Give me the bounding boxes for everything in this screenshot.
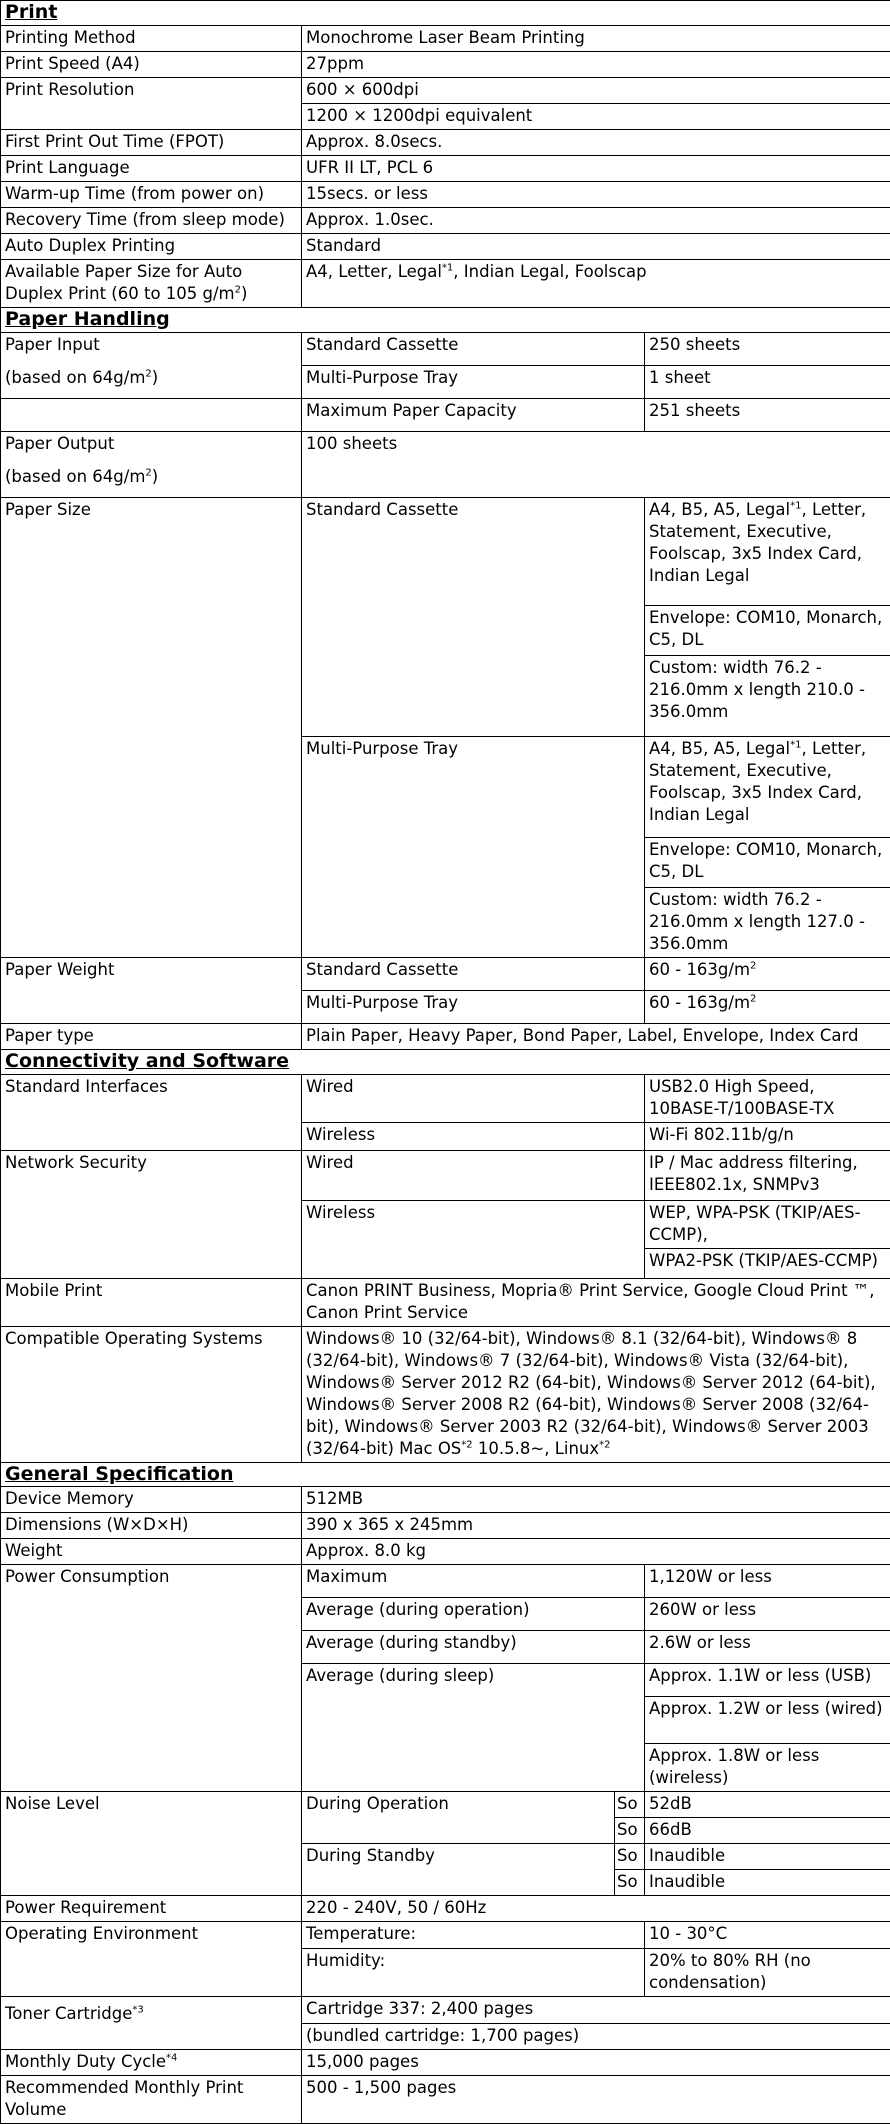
paper-type-label: Paper type <box>1 1024 302 1050</box>
device-memory-value: 512MB <box>302 1487 890 1513</box>
security-wireless-label: Wireless <box>302 1201 645 1279</box>
dimensions-label: Dimensions (W×D×H) <box>1 1513 302 1539</box>
paper-input-std-cassette-value: 250 sheets <box>645 333 890 366</box>
paper-size-mp-tray-value: A4, B5, A5, Legal$^{*1}$, Letter, Statement, Executive, Foolscap, 3x5 Index Card, Indian Legal <box>645 737 890 838</box>
paper-size-std-cassette-label: Standard Cassette <box>302 498 645 737</box>
duplex-paper-size-value: A4, Letter, Legal$^{*1}$, Indian Legal, Foolscap <box>302 260 890 308</box>
power-sleep-wired: Approx. 1.2W or less (wired) <box>645 1697 890 1744</box>
noise-operation-value-2: 66dB <box>645 1818 890 1844</box>
recovery-time-label: Recovery Time (from sleep mode) <box>1 208 302 234</box>
print-resolution-equivalent: 1200 × 1200dpi equivalent <box>302 104 890 130</box>
paper-input-label: Paper Input <box>1 333 302 366</box>
mobile-print-label: Mobile Print <box>1 1279 302 1327</box>
operating-environment-label: Operating Environment <box>1 1922 302 1997</box>
recovery-time-value: Approx. 1.0sec. <box>302 208 890 234</box>
toner-cartridge-label: Toner Cartridge$^{*3}$ <box>1 1997 302 2050</box>
power-sleep-label: Average (during sleep) <box>302 1664 645 1792</box>
dimensions-value: 390 x 365 x 245mm <box>302 1513 890 1539</box>
power-standby-label: Average (during standby) <box>302 1631 645 1664</box>
print-speed-label: Print Speed (A4) <box>1 52 302 78</box>
warmup-time-value: 15secs. or less <box>302 182 890 208</box>
device-memory-label: Device Memory <box>1 1487 302 1513</box>
paper-input-blank <box>1 399 302 432</box>
env-temperature-label: Temperature: <box>302 1922 645 1949</box>
weight-value: Approx. 8.0 kg <box>302 1539 890 1565</box>
paper-weight-std-cassette-value: $60 - 163g/m^2$ <box>645 958 890 991</box>
paper-output-basis: (based on $64g/m^2$) <box>1 465 302 498</box>
power-requirement-label: Power Requirement <box>1 1896 302 1922</box>
paper-max-capacity-value: 251 sheets <box>645 399 890 432</box>
mobile-print-value: Canon PRINT Business, Mopria® Print Service, Google Cloud Print ™, Canon Print Service <box>302 1279 890 1327</box>
noise-operation-value-1: 52dB <box>645 1792 890 1818</box>
interfaces-wired-value: USB2.0 High Speed, 10BASE-T/100BASE-TX <box>645 1075 890 1123</box>
paper-weight-label: Paper Weight <box>1 958 302 1024</box>
recommended-volume-value: 500 - 1,500 pages <box>302 2076 890 2124</box>
noise-standby-value-2: Inaudible <box>645 1870 890 1896</box>
power-requirement-value: 220 - 240V, 50 / 60Hz <box>302 1896 890 1922</box>
paper-size-std-custom: Custom: width 76.2 - 216.0mm x length 210.0 - 356.0mm <box>645 656 890 737</box>
print-resolution-value: 600 × 600dpi <box>302 78 890 104</box>
security-wired-label: Wired <box>302 1151 645 1201</box>
print-speed-value: 27ppm <box>302 52 890 78</box>
power-max-label: Maximum <box>302 1565 645 1598</box>
section-heading-print: Print <box>1 1 890 26</box>
power-operation-value: 260W or less <box>645 1598 890 1631</box>
fpot-label: First Print Out Time (FPOT) <box>1 130 302 156</box>
section-heading-paper-handling: Paper Handling <box>1 308 890 333</box>
power-max-value: 1,120W or less <box>645 1565 890 1598</box>
env-humidity-value: 20% to 80% RH (no condensation) <box>645 1949 890 1997</box>
network-security-label: Network Security <box>1 1151 302 1279</box>
interfaces-wireless-label: Wireless <box>302 1123 645 1151</box>
auto-duplex-label: Auto Duplex Printing <box>1 234 302 260</box>
standard-interfaces-label: Standard Interfaces <box>1 1075 302 1151</box>
paper-size-std-envelope: Envelope: COM10, Monarch, C5, DL <box>645 606 890 656</box>
print-language-label: Print Language <box>1 156 302 182</box>
recommended-volume-label: Recommended Monthly Print Volume <box>1 2076 302 2124</box>
weight-label: Weight <box>1 1539 302 1565</box>
fpot-value: Approx. 8.0secs. <box>302 130 890 156</box>
interfaces-wireless-value: Wi-Fi 802.11b/g/n <box>645 1123 890 1151</box>
paper-size-mp-tray-label: Multi-Purpose Tray <box>302 737 645 958</box>
noise-so-4: So <box>615 1870 645 1896</box>
security-wireless-value-1: WEP, WPA-PSK (TKIP/AES-CCMP), <box>645 1201 890 1249</box>
monthly-duty-label: Monthly Duty Cycle$^{*4}$ <box>1 2050 302 2076</box>
noise-level-label: Noise Level <box>1 1792 302 1896</box>
noise-standby-value-1: Inaudible <box>645 1844 890 1870</box>
printing-method-value: Monochrome Laser Beam Printing <box>302 26 890 52</box>
power-sleep-usb: Approx. 1.1W or less (USB) <box>645 1664 890 1697</box>
paper-input-mp-tray: Multi-Purpose Tray <box>302 366 645 399</box>
noise-so-1: So <box>615 1792 645 1818</box>
paper-weight-mp-tray: Multi-Purpose Tray <box>302 991 645 1024</box>
paper-input-std-cassette: Standard Cassette <box>302 333 645 366</box>
warmup-time-label: Warm-up Time (from power on) <box>1 182 302 208</box>
toner-cartridge-value-2: (bundled cartridge: 1,700 pages) <box>302 2024 890 2050</box>
security-wired-value: IP / Mac address filtering, IEEE802.1x, SNMPv3 <box>645 1151 890 1201</box>
paper-max-capacity-label: Maximum Paper Capacity <box>302 399 645 432</box>
print-language-value: UFR II LT, PCL 6 <box>302 156 890 182</box>
paper-weight-std-cassette: Standard Cassette <box>302 958 645 991</box>
paper-input-basis: (based on $64g/m^2$) <box>1 366 302 399</box>
paper-output-value: 100 sheets <box>302 432 890 498</box>
paper-output-label: Paper Output <box>1 432 302 465</box>
interfaces-wired-label: Wired <box>302 1075 645 1123</box>
print-resolution-label: Print Resolution <box>1 78 302 130</box>
auto-duplex-value: Standard <box>302 234 890 260</box>
power-sleep-wireless: Approx. 1.8W or less (wireless) <box>645 1744 890 1792</box>
compatible-os-label: Compatible Operating Systems <box>1 1327 302 1463</box>
section-heading-general: General Specification <box>1 1463 890 1487</box>
compatible-os-value: Windows® 10 (32/64-bit), Windows® 8.1 (32/64-bit), Windows® 8 (32/64-bit), Windows® 7 (32/64-bit), Windows® Vista (32/64-bit), Windows® Server 2012 R2 (64-bit), Windows® Server 2012 (64-bit), Windows® Server 2008 R2 (64-bit), Windows® Server 2008 (32/64-bit), Windows® Server 2003 R2 (32/64-bit), Windows® Server 2003 (32/64-bit) Mac OS$^{*2}$ 10.5.8~, Linux$^{*2}$ <box>302 1327 890 1463</box>
duplex-paper-size-label: Available Paper Size for Auto Duplex Print (60 to 105 $g/m^2$) <box>1 260 302 308</box>
toner-cartridge-value-1: Cartridge 337: 2,400 pages <box>302 1997 890 2024</box>
noise-operation-label: During Operation <box>302 1792 615 1844</box>
paper-weight-mp-tray-value: $60 - 163g/m^2$ <box>645 991 890 1024</box>
paper-size-mp-custom: Custom: width 76.2 - 216.0mm x length 127.0 - 356.0mm <box>645 888 890 958</box>
power-standby-value: 2.6W or less <box>645 1631 890 1664</box>
security-wireless-value-2: WPA2-PSK (TKIP/AES-CCMP) <box>645 1249 890 1279</box>
paper-type-value: Plain Paper, Heavy Paper, Bond Paper, Label, Envelope, Index Card <box>302 1024 890 1050</box>
paper-size-std-cassette-value: A4, B5, A5, Legal$^{*1}$, Letter, Statement, Executive, Foolscap, 3x5 Index Card, Indian Legal <box>645 498 890 606</box>
env-humidity-label: Humidity: <box>302 1949 645 1997</box>
noise-so-2: So <box>615 1818 645 1844</box>
power-consumption-label: Power Consumption <box>1 1565 302 1792</box>
section-heading-connectivity: Connectivity and Software <box>1 1050 890 1075</box>
paper-size-label: Paper Size <box>1 498 302 958</box>
paper-size-mp-envelope: Envelope: COM10, Monarch, C5, DL <box>645 838 890 888</box>
printing-method-label: Printing Method <box>1 26 302 52</box>
noise-standby-label: During Standby <box>302 1844 615 1896</box>
paper-input-mp-tray-value: 1 sheet <box>645 366 890 399</box>
noise-so-3: So <box>615 1844 645 1870</box>
monthly-duty-value: 15,000 pages <box>302 2050 890 2076</box>
env-temperature-value: 10 - 30°C <box>645 1922 890 1949</box>
power-operation-label: Average (during operation) <box>302 1598 645 1631</box>
